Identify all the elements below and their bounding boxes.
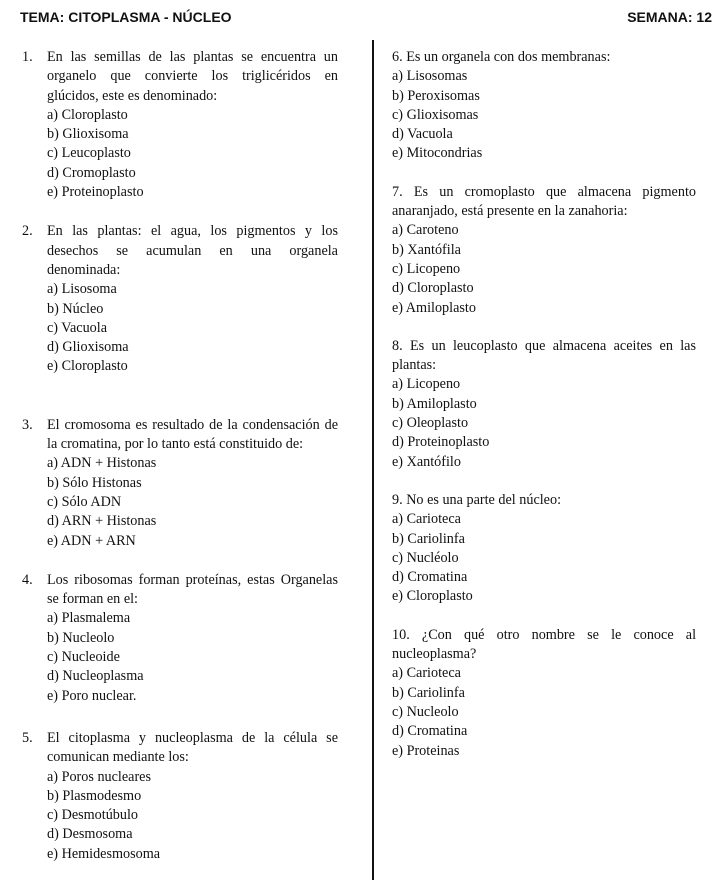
question-text: Es un leucoplasto que almacena aceites en las plantas: — [392, 337, 696, 374]
answer-option: e) Proteinas — [392, 742, 460, 759]
answer-option: a) Caroteno — [392, 222, 459, 239]
right-column — [392, 48, 696, 761]
question-stem — [392, 183, 696, 222]
topic-title: TEMA: CITOPLASMA - NÚCLEO — [20, 9, 232, 25]
week-label: SEMANA: 12 — [627, 9, 712, 25]
answer-option: e) ADN + ARN — [47, 532, 136, 549]
answer-option: e) Xantófilo — [392, 453, 461, 470]
answer-option: e) Proteinoplasto — [47, 184, 144, 201]
answer-option: d) Cloroplasto — [392, 280, 474, 297]
question-10 — [392, 626, 696, 761]
question-stem — [392, 491, 696, 510]
question-7 — [392, 183, 696, 318]
answer-option: d) Cromatina — [392, 723, 468, 740]
answer-option: a) Cloroplasto — [47, 106, 128, 123]
answer-option: c) Sólo ADN — [47, 493, 122, 510]
answer-option: d) Proteinoplasto — [392, 434, 490, 451]
answer-option: c) Vacuola — [47, 319, 108, 336]
question-stem: En las semillas de las plantas se encuentra un organelo que convierte los triglicéridos en glúcidos, este es denominado: — [47, 49, 338, 104]
answer-option: c) Glioxisomas — [392, 106, 479, 123]
answer-option: a) ADN + Histonas — [47, 455, 157, 472]
question-2 — [22, 222, 338, 376]
answer-option: b) Xantófila — [392, 241, 461, 258]
question-number: 4. — [22, 571, 33, 588]
answer-option: e) Amiloplasto — [392, 299, 476, 316]
answer-option: d) ARN + Histonas — [47, 513, 157, 530]
answer-option: a) Licopeno — [392, 376, 461, 393]
question-number: 2. — [22, 223, 33, 240]
answer-option: b) Núcleo — [47, 300, 104, 317]
answer-option: e) Poro nuclear. — [47, 687, 137, 704]
question-stem — [392, 337, 696, 376]
answer-option: c) Licopeno — [392, 260, 461, 277]
question-text: No es una parte del núcleo: — [406, 491, 562, 508]
question-number: 6. — [392, 49, 403, 65]
question-text: ¿Con qué otro nombre se le conoce al nucleoplasma? — [392, 626, 697, 663]
answer-option: a) Lisosoma — [47, 281, 117, 298]
answer-option: a) Carioteca — [392, 511, 461, 528]
answer-option: c) Leucoplasto — [47, 145, 131, 162]
question-text: Es un organela con dos membranas: — [406, 49, 611, 65]
question-number: 10. — [392, 626, 410, 643]
answer-option: d) Vacuola — [392, 126, 453, 143]
answer-option: b) Cariolinfa — [392, 684, 465, 701]
answer-option: e) Cloroplasto — [47, 358, 128, 375]
answer-option: a) Poros nucleares — [47, 768, 152, 785]
page-header — [0, 0, 720, 34]
question-number: 9. — [392, 491, 403, 508]
answer-option: b) Glioxisoma — [47, 126, 129, 143]
question-stem: En las plantas: el agua, los pigmentos y los desechos se acumulan en una organela denominada: — [47, 223, 338, 278]
question-number: 7. — [392, 183, 403, 200]
question-number: 5. — [22, 729, 33, 746]
answer-option: d) Nucleoplasma — [47, 668, 144, 685]
question-number: 8. — [392, 337, 403, 354]
question-stem — [392, 48, 696, 67]
answer-option: a) Plasmalema — [47, 610, 131, 627]
answer-option: b) Plasmodesmo — [47, 787, 142, 804]
left-column — [22, 48, 338, 864]
answer-option: a) Carioteca — [392, 665, 461, 682]
question-4 — [22, 571, 338, 706]
answer-option: c) Desmotúbulo — [47, 807, 139, 824]
answer-option: c) Nucleolo — [392, 703, 459, 720]
question-number: 3. — [22, 416, 33, 433]
question-text: Es un cromoplasto que almacena pigmento anaranjado, está presente en la zanahoria: — [392, 183, 696, 220]
answer-option: e) Cloroplasto — [392, 588, 473, 605]
answer-option: b) Amiloplasto — [392, 395, 477, 412]
answer-option: d) Glioxisoma — [47, 339, 129, 356]
answer-option: a) Lisosomas — [392, 68, 468, 85]
answer-option: c) Oleoplasto — [392, 415, 469, 432]
answer-option: d) Desmosoma — [47, 826, 133, 843]
answer-option: e) Hemidesmosoma — [47, 845, 161, 862]
question-6 — [392, 48, 696, 164]
answer-option: d) Cromatina — [392, 569, 468, 586]
answer-option: e) Mitocondrias — [392, 145, 483, 162]
answer-option: b) Nucleolo — [47, 629, 115, 646]
question-1 — [22, 48, 338, 202]
answer-option: b) Peroxisomas — [392, 87, 480, 104]
question-8 — [392, 337, 696, 472]
answer-option: b) Sólo Histonas — [47, 474, 142, 491]
question-stem: Los ribosomas forman proteínas, estas Organelas se forman en el: — [47, 571, 338, 608]
question-5 — [22, 729, 338, 864]
answer-option: b) Cariolinfa — [392, 530, 465, 547]
answer-option: d) Cromoplasto — [47, 164, 136, 181]
question-3 — [22, 416, 338, 551]
question-number: 1. — [22, 49, 33, 65]
column-divider — [372, 40, 374, 880]
question-stem: El citoplasma y nucleoplasma de la célula se comunican mediante los: — [47, 729, 338, 766]
question-stem: El cromosoma es resultado de la condensación de la cromatina, por lo tanto está constituido de: — [47, 416, 338, 453]
answer-option: c) Nucleoide — [47, 649, 120, 666]
question-9 — [392, 491, 696, 607]
question-stem — [392, 626, 696, 665]
answer-option: c) Nucléolo — [392, 549, 459, 566]
